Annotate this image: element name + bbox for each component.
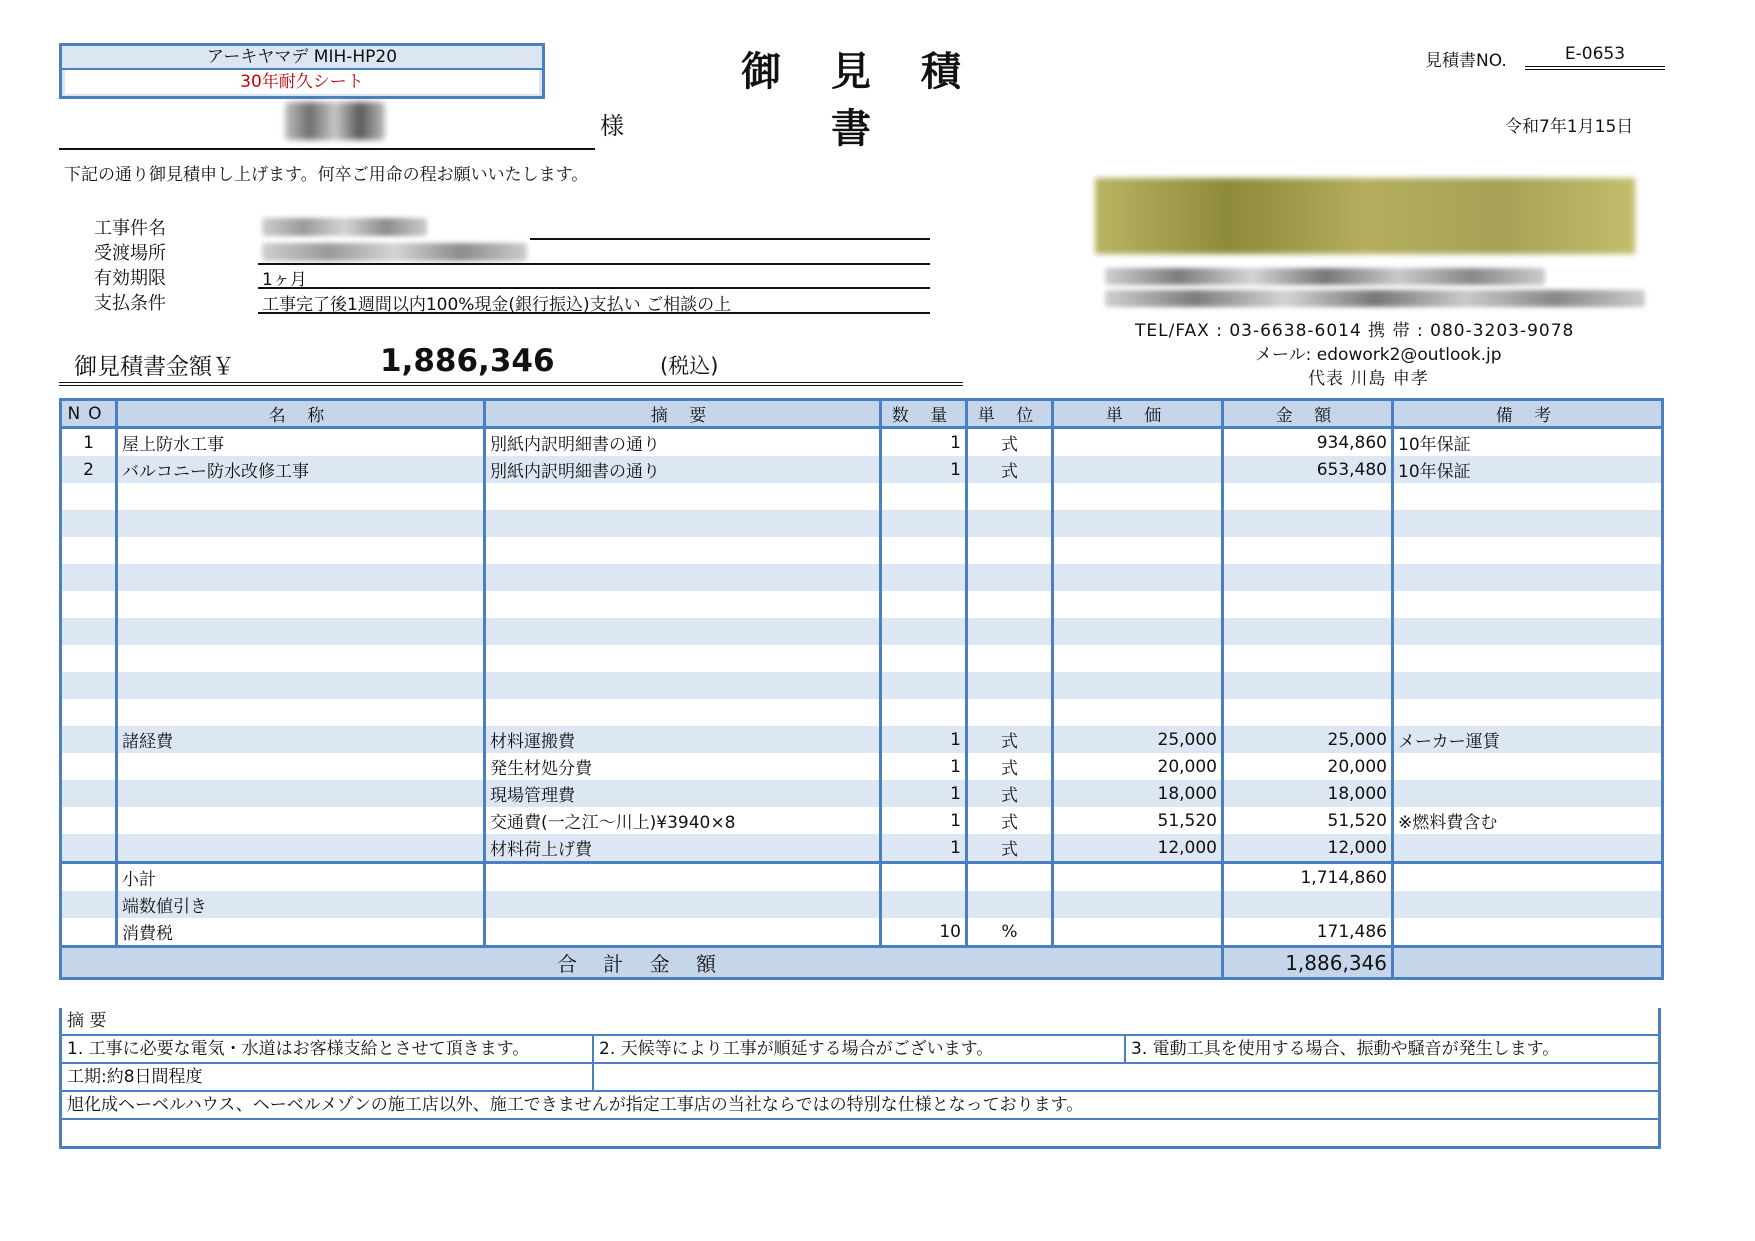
cell-amount: 1,714,860 — [1223, 863, 1393, 892]
table-row-empty — [61, 537, 1663, 564]
cell-amount: 653,480 — [1223, 456, 1393, 483]
cell-desc: 交通費(一之江～川上)¥3940×8 — [485, 807, 881, 834]
header-name: 名 称 — [117, 400, 485, 428]
table-row-empty — [61, 483, 1663, 510]
cell-name — [117, 753, 485, 780]
cell-qty — [881, 891, 967, 918]
project-value-redacted — [262, 218, 427, 236]
cell-amount: 18,000 — [1223, 780, 1393, 807]
cell-note: ※燃料費含む — [1393, 807, 1663, 834]
intro-text: 下記の通り御見積申し上げます。何卒ご用命の程お願いいたします。 — [64, 165, 589, 185]
cell-price: 12,000 — [1053, 834, 1223, 863]
validity-label: 有効期限 — [94, 268, 166, 289]
project-label: 工事件名 — [94, 218, 166, 239]
cell-desc: 材料運搬費 — [485, 726, 881, 753]
cell-price — [1053, 428, 1223, 457]
amount-underline — [59, 382, 963, 386]
place-label: 受渡場所 — [94, 243, 166, 264]
project-underline — [530, 238, 930, 240]
cell-qty: 1 — [881, 753, 967, 780]
notes-heading: 摘 要 — [67, 1011, 107, 1031]
cell-qty: 1 — [881, 428, 967, 457]
cell-note: 10年保証 — [1393, 456, 1663, 483]
table-row-empty — [61, 618, 1663, 645]
notes-row-empty — [62, 1120, 1658, 1146]
product-name: アーキヤマデ MIH-HP20 — [62, 46, 542, 70]
cell-qty: 1 — [881, 726, 967, 753]
customer-honorific: 様 — [600, 112, 624, 140]
work-period: 工期:約8日間程度 — [62, 1064, 594, 1090]
cell-name: 諸経費 — [117, 726, 485, 753]
validity-value: 1ヶ月 — [262, 270, 307, 290]
cell-amount: 12,000 — [1223, 834, 1393, 863]
cell-unit: 式 — [967, 726, 1053, 753]
notes-row — [62, 1036, 1658, 1064]
amount-value: 1,886,346 — [380, 343, 555, 379]
header-desc: 摘 要 — [485, 400, 881, 428]
product-box — [59, 43, 545, 99]
cell-note — [1393, 753, 1663, 780]
cell-name: 端数値引き — [117, 891, 485, 918]
payment-label: 支払条件 — [94, 293, 166, 314]
table-row — [61, 780, 1663, 807]
header-note: 備 考 — [1393, 400, 1663, 428]
cell-price: 18,000 — [1053, 780, 1223, 807]
table-row — [61, 807, 1663, 834]
spec-note: 旭化成ヘーベルハウス、ヘーベルメゾンの施工店以外、施工できませんが指定工事店の当社ならではの特別な仕様となっております。 — [67, 1095, 1084, 1115]
cell-note: 10年保証 — [1393, 428, 1663, 457]
notes-row — [62, 1092, 1658, 1120]
cell-amount: 934,860 — [1223, 428, 1393, 457]
amount-label: 御見積書金額￥ — [74, 354, 235, 380]
cell-unit: 式 — [967, 780, 1053, 807]
notes-heading-row — [62, 1008, 1658, 1036]
header-no: NO — [61, 400, 117, 428]
cell-unit: % — [967, 918, 1053, 947]
amount-tax-note: (税込) — [660, 354, 719, 378]
table-row-empty — [61, 564, 1663, 591]
cell-name: バルコニー防水改修工事 — [117, 456, 485, 483]
company-mail: メール: edowork2@outlook.jp — [1255, 345, 1502, 365]
cell-amount: 171,486 — [1223, 918, 1393, 947]
cell-name: 消費税 — [117, 918, 485, 947]
company-address-redacted — [1105, 268, 1545, 285]
summary-row-subtotal — [61, 863, 1663, 892]
table-row-empty — [61, 645, 1663, 672]
cell-note: メーカー運賃 — [1393, 726, 1663, 753]
total-value: 1,886,346 — [1223, 947, 1393, 979]
table-row — [61, 726, 1663, 753]
table-header-row — [61, 400, 1663, 428]
table-row — [61, 456, 1663, 483]
note-2: 2. 天候等により工事が順延する場合がございます。 — [594, 1036, 1126, 1062]
cell-unit: 式 — [967, 456, 1053, 483]
cell-unit: 式 — [967, 807, 1053, 834]
payment-underline — [258, 312, 930, 314]
cell-price: 25,000 — [1053, 726, 1223, 753]
cell-desc: 別紙内訳明細書の通り — [485, 456, 881, 483]
validity-underline — [258, 287, 930, 289]
cell-unit — [967, 863, 1053, 892]
cell-unit — [967, 891, 1053, 918]
table-row-empty — [61, 510, 1663, 537]
note-1: 1. 工事に必要な電気・水道はお客様支給とさせて頂きます。 — [62, 1036, 594, 1062]
table-row-empty — [61, 591, 1663, 618]
cell-amount: 25,000 — [1223, 726, 1393, 753]
cell-qty: 1 — [881, 807, 967, 834]
table-row-empty — [61, 699, 1663, 726]
table-row — [61, 753, 1663, 780]
cell-desc: 別紙内訳明細書の通り — [485, 428, 881, 457]
cell-name: 屋上防水工事 — [117, 428, 485, 457]
summary-row-discount — [61, 891, 1663, 918]
issue-date: 令和7年1月15日 — [1505, 117, 1634, 137]
cell-qty: 10 — [881, 918, 967, 947]
cell-qty — [881, 863, 967, 892]
header-unit: 単 位 — [967, 400, 1053, 428]
cell-amount: 51,520 — [1223, 807, 1393, 834]
cell-amount: 20,000 — [1223, 753, 1393, 780]
total-label: 合 計 金 額 — [61, 947, 1223, 979]
cell-name: 小計 — [117, 863, 485, 892]
cell-amount — [1223, 891, 1393, 918]
cell-name — [117, 807, 485, 834]
total-row — [61, 947, 1663, 979]
place-underline — [258, 263, 930, 265]
header-amount: 金 額 — [1223, 400, 1393, 428]
cell-unit: 式 — [967, 753, 1053, 780]
header-qty: 数 量 — [881, 400, 967, 428]
payment-value: 工事完了後1週間以内100%現金(銀行振込)支払い ご相談の上 — [262, 295, 732, 315]
cell-price: 51,520 — [1053, 807, 1223, 834]
cell-no: 2 — [61, 456, 117, 483]
cell-unit: 式 — [967, 428, 1053, 457]
cell-desc: 材料荷上げ費 — [485, 834, 881, 863]
notes-section — [59, 1008, 1661, 1149]
header-price: 単 価 — [1053, 400, 1223, 428]
customer-name-redacted — [285, 102, 385, 140]
cell-name — [117, 780, 485, 807]
table-row — [61, 428, 1663, 457]
summary-row-tax — [61, 918, 1663, 947]
table-row — [61, 834, 1663, 863]
cell-desc: 現場管理費 — [485, 780, 881, 807]
note-3: 3. 電動工具を使用する場合、振動や騒音が発生します。 — [1131, 1039, 1560, 1059]
estimate-table — [59, 398, 1664, 980]
company-address2-redacted — [1105, 290, 1645, 307]
empty-cell — [594, 1064, 1658, 1090]
estimate-no-value: E-0653 — [1525, 44, 1665, 70]
cell-name — [117, 834, 485, 863]
place-value-redacted — [262, 243, 527, 261]
product-sheet: 30年耐久シート — [65, 70, 539, 94]
company-representative: 代表 川島 申孝 — [1308, 369, 1429, 389]
cell-qty: 1 — [881, 456, 967, 483]
customer-underline — [59, 148, 595, 150]
cell-qty: 1 — [881, 780, 967, 807]
document-title: 御 見 積 書 — [741, 49, 979, 152]
cell-desc: 発生材処分費 — [485, 753, 881, 780]
cell-price: 20,000 — [1053, 753, 1223, 780]
table-row-empty — [61, 672, 1663, 699]
cell-no: 1 — [61, 428, 117, 457]
cell-unit: 式 — [967, 834, 1053, 863]
estimate-no-label: 見積書NO. — [1425, 51, 1507, 71]
cell-price — [1053, 456, 1223, 483]
cell-note — [1393, 834, 1663, 863]
cell-note — [1393, 780, 1663, 807]
notes-row — [62, 1064, 1658, 1092]
company-tel: TEL/FAX : 03-6638-6014 携 帯 : 080-3203-9078 — [1135, 321, 1575, 341]
cell-qty: 1 — [881, 834, 967, 863]
company-logo-redacted — [1095, 178, 1635, 254]
